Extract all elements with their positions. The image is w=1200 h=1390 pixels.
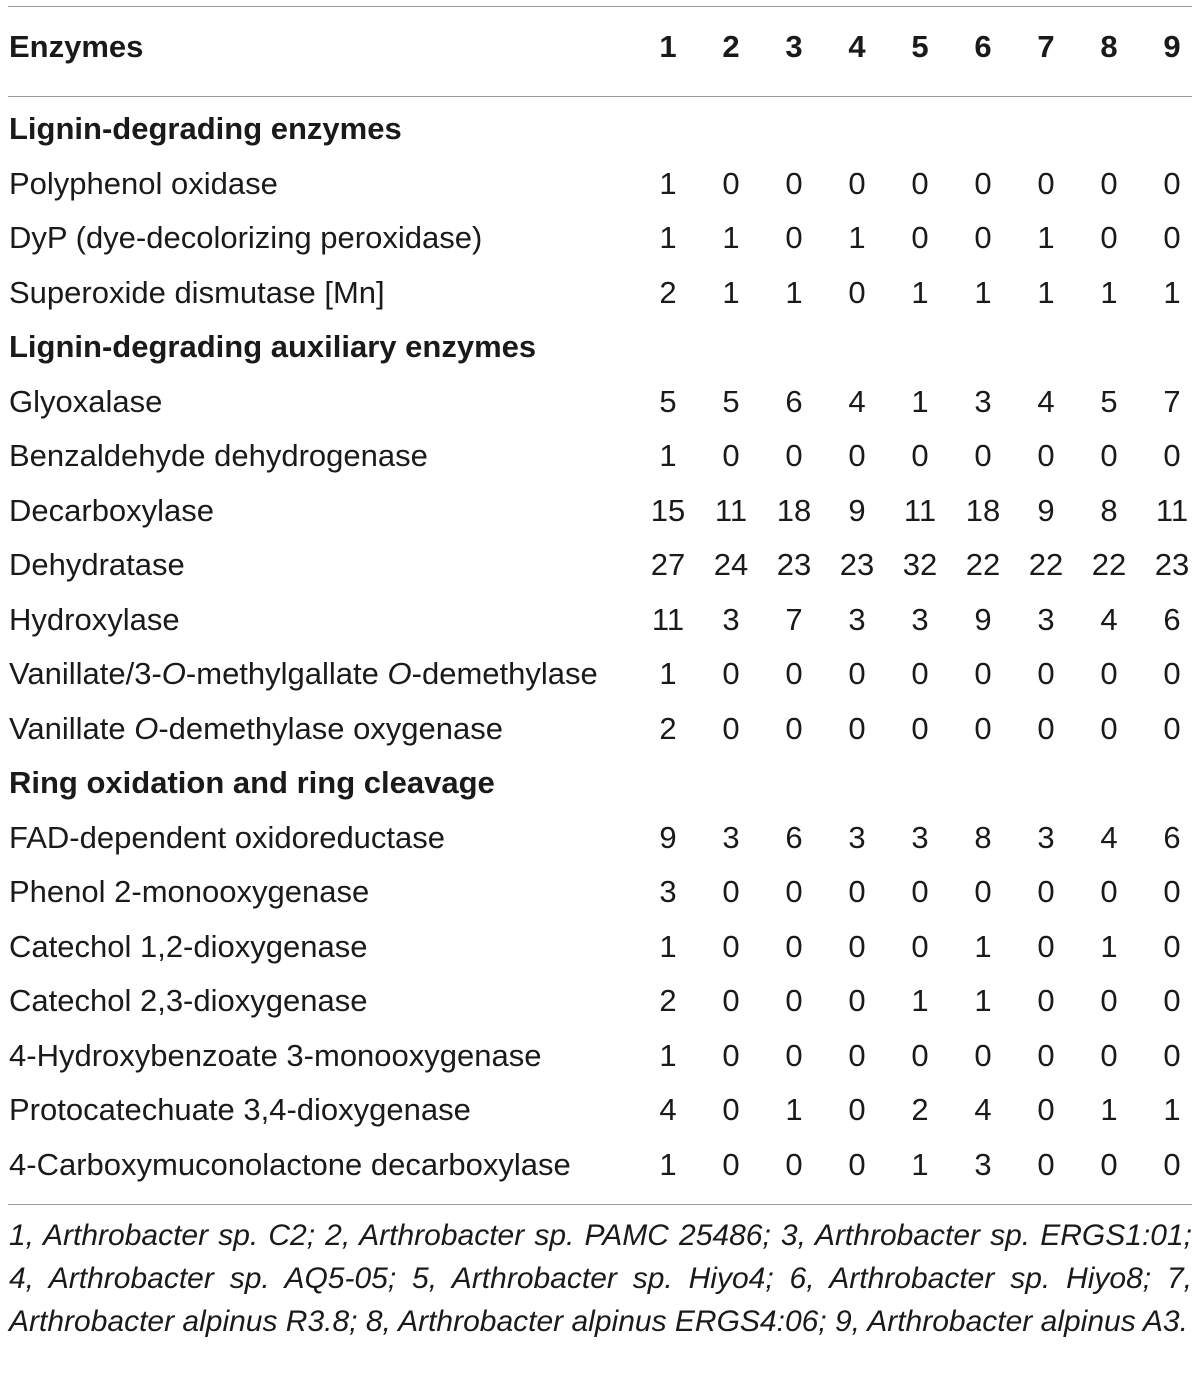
count-cell: 0 — [785, 874, 803, 909]
count-cell: 0 — [911, 220, 929, 255]
count-cell: 0 — [974, 874, 992, 909]
count-cell: 0 — [1100, 983, 1118, 1018]
count-cell: 0 — [785, 1037, 803, 1073]
enzyme-name: Phenol 2-monooxygenase — [9, 874, 370, 909]
enzyme-name: Vanillate/3-O-methylgallate O-demethylase — [9, 656, 598, 691]
count-cell: 1 — [974, 983, 992, 1018]
count-cell: 0 — [1163, 928, 1181, 964]
count-cell: 1 — [722, 220, 740, 255]
count-cell: 0 — [722, 1037, 740, 1073]
column-header: 1 — [659, 29, 677, 64]
count-cell: 1 — [659, 165, 677, 201]
count-cell: 4 — [1037, 383, 1055, 419]
table-row — [0, 1138, 1200, 1192]
count-cell: 0 — [1037, 656, 1055, 691]
count-cell: 0 — [911, 165, 929, 201]
count-cell: 1 — [974, 274, 992, 310]
table-header-row — [0, 20, 1200, 74]
count-cell: 1 — [848, 220, 866, 255]
count-cell: 0 — [722, 874, 740, 909]
count-cell: 3 — [974, 1146, 992, 1182]
count-cell: 11 — [1155, 492, 1189, 528]
count-cell: 0 — [848, 983, 866, 1018]
count-cell: 23 — [776, 547, 812, 582]
count-cell: 0 — [1037, 1037, 1055, 1073]
count-cell: 6 — [1163, 819, 1181, 855]
count-cell: 27 — [650, 547, 686, 582]
section-heading: Ring oxidation and ring cleavage — [9, 765, 495, 800]
column-header: 5 — [911, 29, 929, 64]
count-cell: 3 — [848, 819, 866, 855]
count-cell: 2 — [659, 983, 677, 1018]
enzyme-name: 4-Hydroxybenzoate 3-monooxygenase — [9, 1037, 542, 1073]
count-cell: 0 — [848, 1092, 866, 1127]
count-cell: 1 — [911, 383, 929, 419]
count-cell: 0 — [1163, 1146, 1181, 1182]
count-cell: 1 — [911, 274, 929, 310]
count-cell: 0 — [1037, 874, 1055, 909]
count-cell: 1 — [722, 274, 740, 310]
count-cell: 0 — [785, 220, 803, 255]
count-cell: 3 — [1037, 819, 1055, 855]
count-cell: 3 — [911, 819, 929, 855]
table-bottom-rule — [8, 1204, 1192, 1205]
count-cell: 0 — [1100, 1146, 1118, 1182]
count-cell: 0 — [1037, 1146, 1055, 1182]
table-row — [0, 865, 1200, 919]
count-cell: 15 — [650, 492, 686, 528]
count-cell: 11 — [714, 492, 748, 528]
count-cell: 0 — [1100, 220, 1118, 255]
section-heading-row — [0, 102, 1200, 156]
count-cell: 0 — [1037, 710, 1055, 746]
count-cell: 0 — [848, 1037, 866, 1073]
count-cell: 3 — [848, 601, 866, 637]
enzyme-name: Benzaldehyde dehydrogenase — [9, 438, 428, 473]
count-cell: 7 — [785, 601, 803, 637]
count-cell: 23 — [839, 547, 875, 582]
column-header: 7 — [1037, 29, 1055, 64]
count-cell: 18 — [776, 492, 812, 528]
count-cell: 1 — [659, 1146, 677, 1182]
column-header: 2 — [722, 29, 740, 64]
count-cell: 6 — [1163, 601, 1181, 637]
table-top-rule — [8, 6, 1192, 7]
enzyme-name: Protocatechuate 3,4-dioxygenase — [9, 1092, 471, 1127]
header-bottom-rule — [8, 96, 1192, 97]
count-cell: 0 — [974, 165, 992, 201]
table-row — [0, 920, 1200, 974]
count-cell: 5 — [1100, 383, 1118, 419]
count-cell: 0 — [722, 983, 740, 1018]
count-cell: 0 — [974, 220, 992, 255]
count-cell: 0 — [1163, 983, 1181, 1018]
count-cell: 0 — [1037, 1092, 1055, 1127]
table-row — [0, 1029, 1200, 1083]
count-cell: 9 — [974, 601, 992, 637]
table-row — [0, 484, 1200, 538]
count-cell: 0 — [1163, 165, 1181, 201]
table-row — [0, 538, 1200, 592]
enzyme-name: Dehydratase — [9, 547, 185, 582]
column-header: 4 — [848, 29, 866, 64]
enzyme-name: Catechol 2,3-dioxygenase — [9, 983, 368, 1018]
count-cell: 0 — [1163, 1037, 1181, 1073]
enzyme-name: Superoxide dismutase [Mn] — [9, 274, 385, 310]
enzyme-name: Vanillate O-demethylase oxygenase — [9, 710, 504, 746]
count-cell: 0 — [1037, 438, 1055, 473]
enzyme-name: Polyphenol oxidase — [9, 165, 278, 201]
count-cell: 0 — [1163, 710, 1181, 746]
count-cell: 11 — [651, 601, 685, 637]
count-cell: 0 — [1100, 1037, 1118, 1073]
column-header: 6 — [974, 29, 992, 64]
enzyme-name: 4-Carboxymuconolactone decarboxylase — [9, 1146, 571, 1182]
table-row — [0, 157, 1200, 211]
count-cell: 0 — [722, 1146, 740, 1182]
enzyme-name: Catechol 1,2-dioxygenase — [9, 928, 368, 964]
table-footnote: 1, Arthrobacter sp. C2; 2, Arthrobacter sp. PAMC 25486; 3, Arthrobacter sp. ERGS1:01; 4, Arthrobacter sp. AQ5-05; 5, Arthrobacter sp. Hiyo4; 6, Arthrobacter sp. Hiyo8; 7, Arthrobacter alpinus R3.8; 8, Arthrobacter alpinus ERGS4:06; 9, Arthrobacter alpinus A3. — [9, 1219, 1192, 1338]
count-cell: 1 — [659, 1037, 677, 1073]
count-cell: 0 — [1100, 438, 1118, 473]
count-cell: 1 — [974, 928, 992, 964]
count-cell: 0 — [722, 1092, 740, 1127]
count-cell: 0 — [848, 165, 866, 201]
count-cell: 24 — [713, 547, 749, 582]
count-cell: 0 — [785, 656, 803, 691]
count-cell: 0 — [1163, 220, 1181, 255]
count-cell: 23 — [1154, 547, 1190, 582]
enzyme-name: DyP (dye-decolorizing peroxidase) — [9, 220, 483, 255]
count-cell: 0 — [785, 165, 803, 201]
count-cell: 0 — [722, 438, 740, 473]
count-cell: 4 — [1100, 601, 1118, 637]
section-heading: Lignin-degrading auxiliary enzymes — [9, 329, 537, 364]
count-cell: 18 — [965, 492, 1001, 528]
section-heading: Lignin-degrading enzymes — [9, 111, 402, 146]
count-cell: 1 — [659, 656, 677, 691]
column-header: 9 — [1163, 29, 1181, 64]
count-cell: 5 — [659, 383, 677, 419]
count-cell: 3 — [911, 601, 929, 637]
count-cell: 0 — [722, 710, 740, 746]
count-cell: 1 — [659, 220, 677, 255]
count-cell: 6 — [785, 383, 803, 419]
section-heading-row — [0, 756, 1200, 810]
count-cell: 1 — [1100, 274, 1118, 310]
count-cell: 4 — [1100, 819, 1118, 855]
count-cell: 0 — [1100, 165, 1118, 201]
enzyme-name: Hydroxylase — [9, 601, 180, 637]
count-cell: 2 — [659, 274, 677, 310]
count-cell: 0 — [1163, 438, 1181, 473]
count-cell: 1 — [785, 274, 803, 310]
count-cell: 1 — [1163, 1092, 1181, 1127]
table-row — [0, 375, 1200, 429]
count-cell: 1 — [911, 983, 929, 1018]
count-cell: 0 — [785, 438, 803, 473]
count-cell: 0 — [785, 928, 803, 964]
table-row — [0, 429, 1200, 483]
count-cell: 0 — [1163, 874, 1181, 909]
table-row — [0, 593, 1200, 647]
count-cell: 3 — [722, 819, 740, 855]
table-row — [0, 1083, 1200, 1137]
count-cell: 4 — [974, 1092, 992, 1127]
count-cell: 2 — [659, 710, 677, 746]
count-cell: 0 — [848, 274, 866, 310]
count-cell: 4 — [659, 1092, 677, 1127]
count-cell: 0 — [911, 438, 929, 473]
count-cell: 22 — [1091, 547, 1127, 582]
count-cell: 0 — [1163, 656, 1181, 691]
count-cell: 0 — [848, 874, 866, 909]
count-cell: 1 — [785, 1092, 803, 1127]
section-heading-row — [0, 320, 1200, 374]
column-header: 8 — [1100, 29, 1118, 64]
count-cell: 0 — [1037, 983, 1055, 1018]
count-cell: 3 — [974, 383, 992, 419]
table-row — [0, 211, 1200, 265]
count-cell: 0 — [848, 1146, 866, 1182]
count-cell: 5 — [722, 383, 740, 419]
count-cell: 0 — [911, 928, 929, 964]
count-cell: 0 — [911, 656, 929, 691]
count-cell: 0 — [911, 1037, 929, 1073]
count-cell: 1 — [659, 438, 677, 473]
count-cell: 22 — [1028, 547, 1064, 582]
table-row — [0, 811, 1200, 865]
count-cell: 1 — [659, 928, 677, 964]
count-cell: 1 — [1037, 220, 1055, 255]
count-cell: 0 — [911, 874, 929, 909]
count-cell: 11 — [903, 492, 937, 528]
header-enzymes-label: Enzymes — [9, 29, 144, 64]
table-row — [0, 647, 1200, 701]
table-row — [0, 974, 1200, 1028]
count-cell: 0 — [848, 656, 866, 691]
count-cell: 1 — [911, 1146, 929, 1182]
count-cell: 0 — [722, 928, 740, 964]
count-cell: 0 — [1100, 656, 1118, 691]
count-cell: 22 — [965, 547, 1001, 582]
count-cell: 32 — [902, 547, 938, 582]
enzyme-name: FAD-dependent oxidoreductase — [9, 819, 446, 855]
count-cell: 9 — [1037, 492, 1055, 528]
count-cell: 0 — [785, 1146, 803, 1182]
count-cell: 9 — [848, 492, 866, 528]
count-cell: 3 — [1037, 601, 1055, 637]
count-cell: 8 — [974, 819, 992, 855]
count-cell: 8 — [1100, 492, 1118, 528]
count-cell: 6 — [785, 819, 803, 855]
count-cell: 0 — [974, 1037, 992, 1073]
count-cell: 0 — [1100, 710, 1118, 746]
count-cell: 0 — [1037, 165, 1055, 201]
enzyme-name: Decarboxylase — [9, 492, 215, 528]
count-cell: 0 — [848, 438, 866, 473]
count-cell: 1 — [1037, 274, 1055, 310]
count-cell: 0 — [785, 710, 803, 746]
column-header: 3 — [785, 29, 803, 64]
count-cell: 0 — [974, 656, 992, 691]
count-cell: 0 — [848, 928, 866, 964]
table-row — [0, 266, 1200, 320]
count-cell: 0 — [1100, 874, 1118, 909]
table-row — [0, 702, 1200, 756]
count-cell: 2 — [911, 1092, 929, 1127]
count-cell: 0 — [722, 165, 740, 201]
count-cell: 4 — [848, 383, 866, 419]
count-cell: 0 — [974, 438, 992, 473]
count-cell: 3 — [659, 874, 677, 909]
count-cell: 0 — [1037, 928, 1055, 964]
enzyme-name: Glyoxalase — [9, 383, 163, 419]
count-cell: 0 — [785, 983, 803, 1018]
count-cell: 0 — [911, 710, 929, 746]
count-cell: 1 — [1100, 928, 1118, 964]
count-cell: 1 — [1163, 274, 1181, 310]
count-cell: 3 — [722, 601, 740, 637]
count-cell: 0 — [974, 710, 992, 746]
count-cell: 7 — [1163, 383, 1181, 419]
count-cell: 1 — [1100, 1092, 1118, 1127]
count-cell: 0 — [848, 710, 866, 746]
count-cell: 9 — [659, 819, 677, 855]
count-cell: 0 — [722, 656, 740, 691]
